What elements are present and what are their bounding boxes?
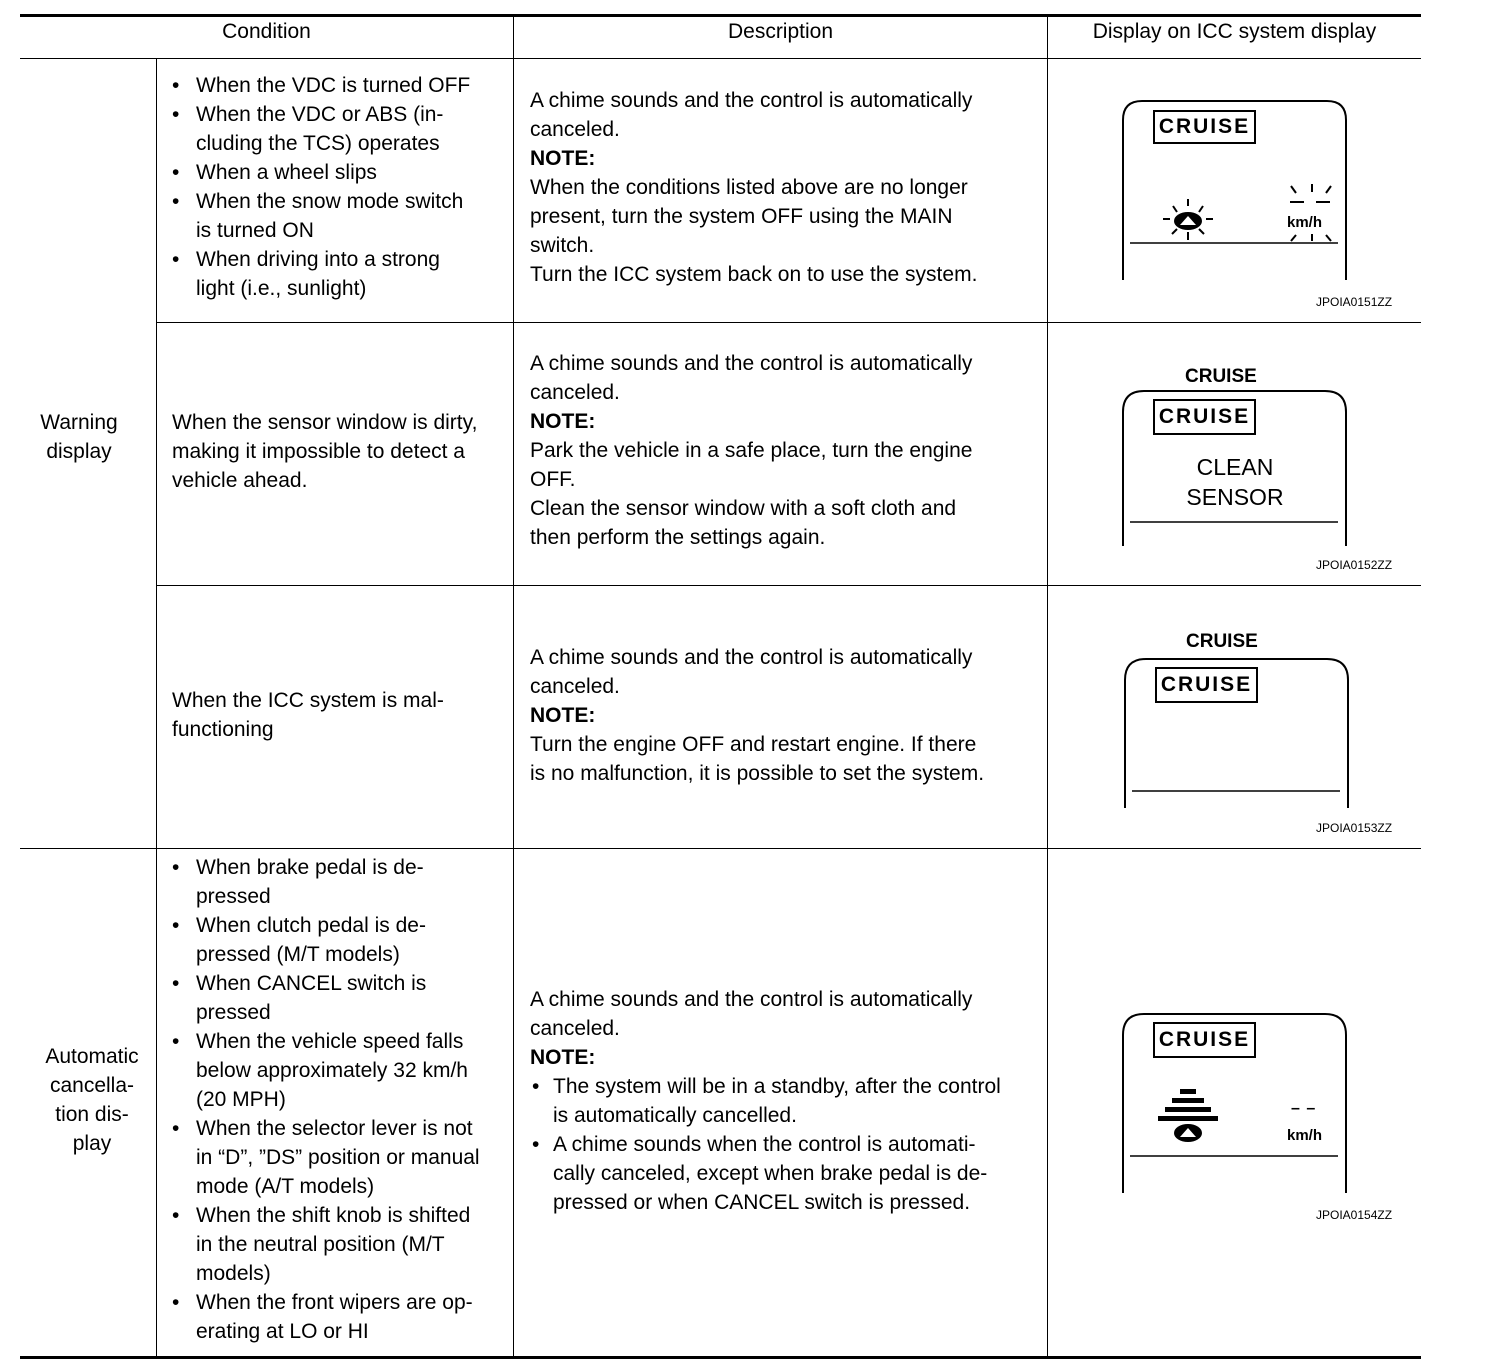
description-intro: A chime sounds and the control is automatically canceled. — [530, 988, 973, 1040]
list-item: • A chime sounds when the control is automati- cally canceled, except when brake pedal is de- pressed or when CANCEL switch is pressed. — [530, 1130, 1045, 1217]
list-item: • When CANCEL switch is pressed — [156, 969, 516, 1027]
group-label-cancellation: Automatic cancella- tion dis- play — [45, 1045, 139, 1155]
distance-bars-icon — [1158, 1089, 1218, 1121]
row2-description — [530, 349, 1045, 552]
note-label: NOTE: — [530, 704, 596, 727]
speed-value: – – — [1291, 1100, 1317, 1117]
header-display: Display on ICC system display — [1092, 20, 1377, 43]
note-label: NOTE: — [530, 147, 596, 170]
group-label-warning: Warning display — [40, 411, 118, 463]
cruise-indicator-top: CRUISE — [1186, 631, 1258, 652]
row4-condition-list — [156, 853, 516, 1346]
list-item: • When the vehicle speed falls below approximately 32 km/h (20 MPH) — [156, 1027, 516, 1114]
list-item: • When the VDC or ABS (in- cluding the TCS) operates — [156, 100, 516, 158]
description-intro: A chime sounds and the control is automatically canceled. — [530, 646, 973, 698]
list-item: • When the VDC is turned OFF — [156, 71, 516, 100]
cruise-indicator: CRUISE — [1153, 399, 1256, 435]
col-divider-2 — [1047, 14, 1048, 1358]
figure-code: JPOIA0154ZZ — [1316, 1208, 1393, 1222]
note-list — [530, 1072, 1045, 1217]
row4-description — [530, 985, 1045, 1217]
note-text: When the conditions listed above are no longer present, turn the system OFF using the MAIN switch. Turn the ICC system back on to use the system. — [530, 176, 978, 286]
header-condition: Condition — [222, 20, 311, 43]
list-item: • When brake pedal is de- pressed — [156, 853, 516, 911]
row3-description — [530, 643, 1045, 788]
figure-code: JPOIA0153ZZ — [1316, 821, 1393, 835]
list-item: • When clutch pedal is de- pressed (M/T models) — [156, 911, 516, 969]
row3-condition: When the ICC system is mal- functioning — [172, 689, 444, 741]
list-item: • When the front wipers are op- erating at LO or HI — [156, 1288, 516, 1346]
list-item: • When the selector lever is not in “D”, ”DS” position or manual mode (A/T models) — [156, 1114, 516, 1201]
description-intro: A chime sounds and the control is automatically canceled. — [530, 89, 973, 141]
clean-sensor-message: CLEAN SENSOR — [1186, 454, 1284, 510]
note-label: NOTE: — [530, 410, 596, 433]
list-item: • When the snow mode switch is turned ON — [156, 187, 516, 245]
list-item: • The system will be in a standby, after the control is automatically cancelled. — [530, 1072, 1045, 1130]
figure-code: JPOIA0151ZZ — [1316, 295, 1393, 309]
vehicle-ahead-icon — [1174, 1124, 1202, 1142]
speed-blink-icon — [1290, 184, 1331, 241]
row2-bottom-rule — [156, 585, 1421, 586]
row1-condition-list — [156, 71, 516, 303]
header-description: Description — [727, 20, 834, 43]
row1-bottom-rule — [156, 322, 1421, 323]
figure-code: JPOIA0152ZZ — [1316, 558, 1393, 572]
note-text: Turn the engine OFF and restart engine. If there is no malfunction, it is possible to set the system. — [530, 733, 985, 785]
table-bottom-rule — [20, 1356, 1421, 1359]
cruise-indicator-top: CRUISE — [1185, 366, 1257, 387]
speed-unit: km/h — [1287, 214, 1323, 231]
speed-unit: km/h — [1287, 1127, 1323, 1144]
note-label: NOTE: — [530, 1046, 596, 1069]
table-top-rule — [20, 14, 1421, 17]
cruise-indicator: CRUISE — [1155, 667, 1258, 703]
list-item: • When the shift knob is shifted in the neutral position (M/T models) — [156, 1201, 516, 1288]
header-bottom-rule — [20, 58, 1421, 59]
list-item: • When driving into a strong light (i.e., sunlight) — [156, 245, 516, 303]
row1-description — [530, 86, 1045, 289]
note-text: Park the vehicle in a safe place, turn the engine OFF. Clean the sensor window with a soft cloth and then perform the settings again. — [530, 439, 973, 549]
cruise-indicator: CRUISE — [1153, 110, 1256, 144]
row2-condition: When the sensor window is dirty, making it impossible to detect a vehicle ahead. — [172, 411, 478, 492]
list-item: • When a wheel slips — [156, 158, 516, 187]
group1-bottom-rule — [20, 848, 1421, 849]
description-intro: A chime sounds and the control is automatically canceled. — [530, 352, 973, 404]
cruise-indicator: CRUISE — [1153, 1022, 1256, 1058]
vehicle-ahead-icon — [1163, 199, 1213, 240]
